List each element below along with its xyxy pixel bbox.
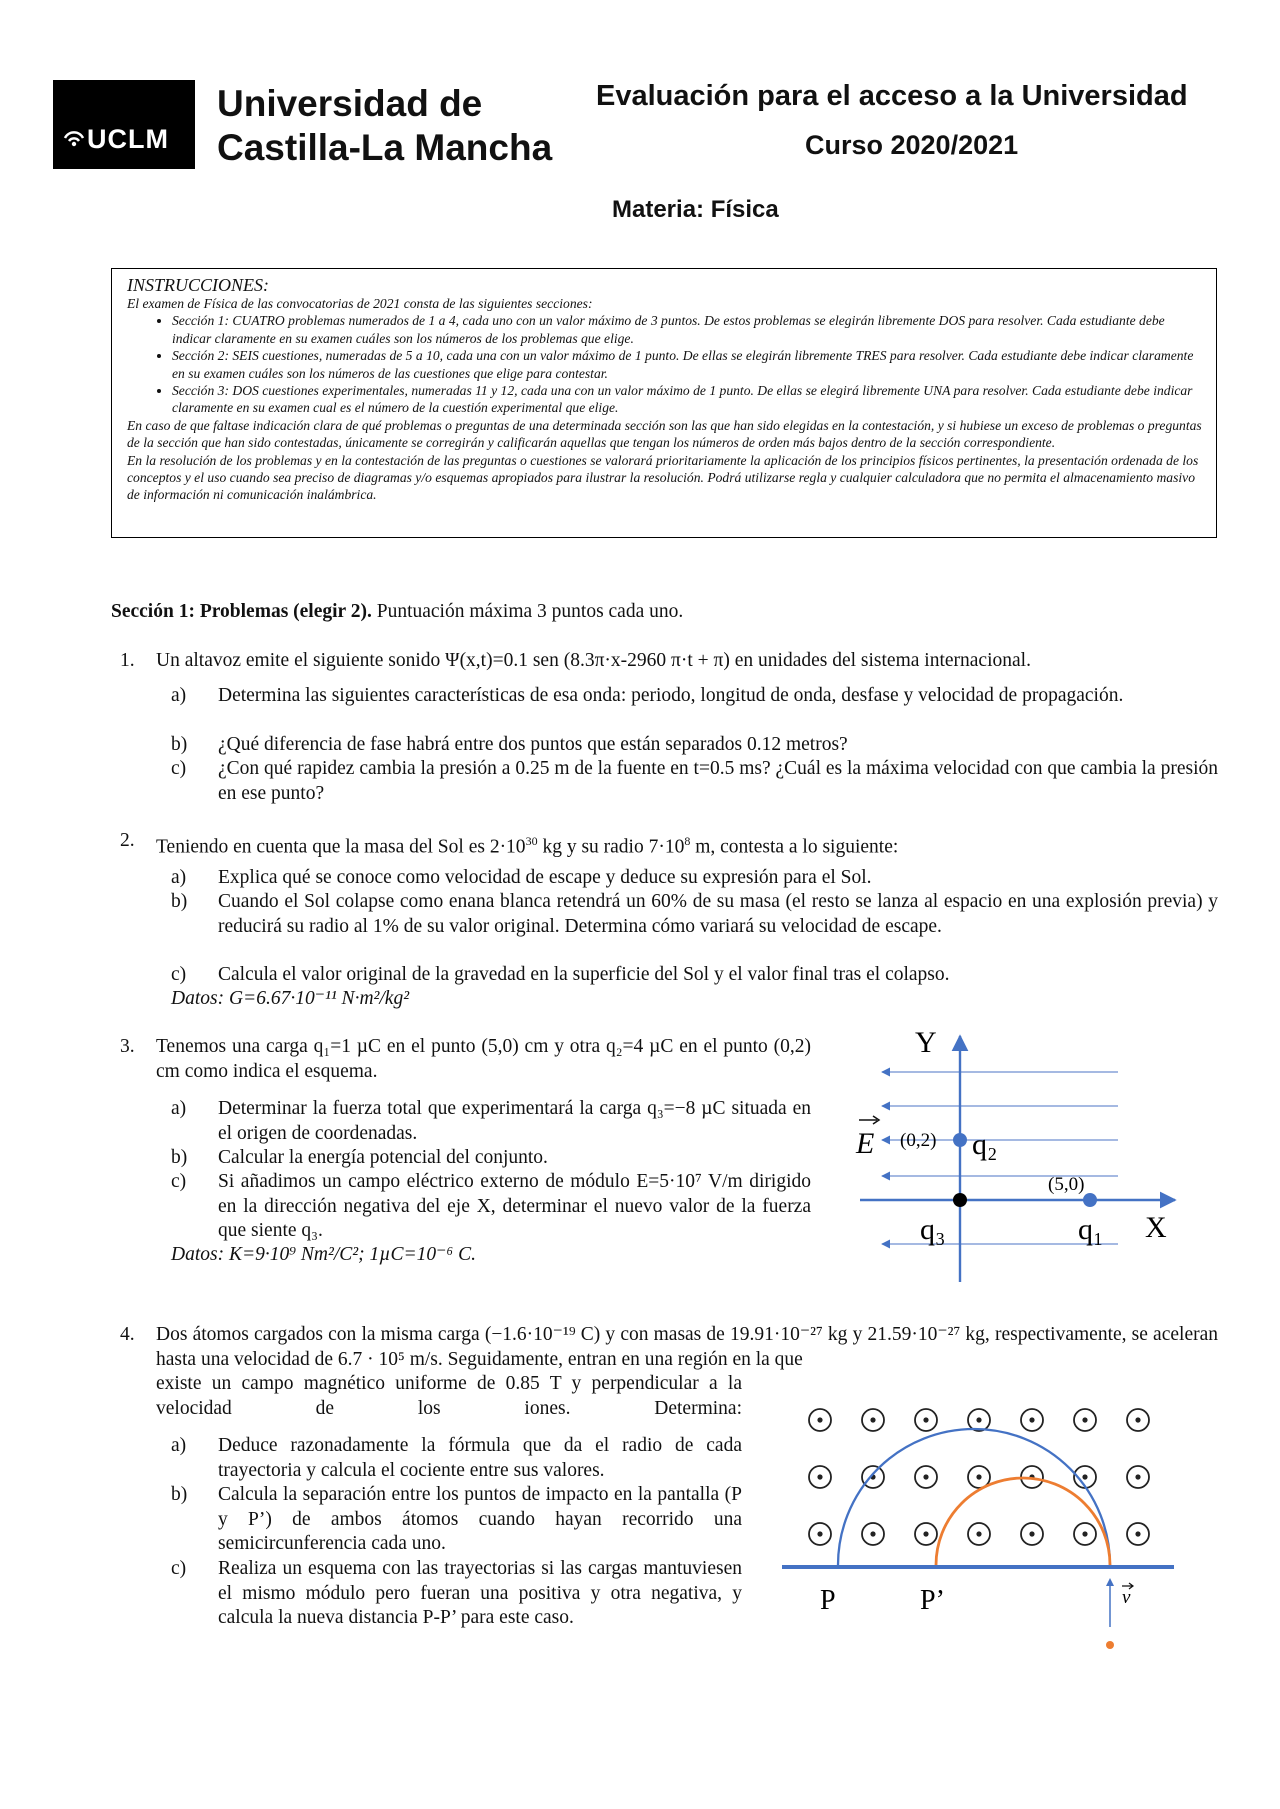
q2-point-label: (0,2): [900, 1130, 937, 1151]
field-out-dot: [923, 1531, 928, 1536]
item-label: b): [171, 1484, 188, 1505]
field-out-dot: [1082, 1474, 1087, 1479]
velocity-arrowhead: [1106, 1578, 1114, 1586]
problem-1-text: Un altavoz emite el siguiente sonido Ψ(x,t)=0.1 sen (8.3π·x-2960 π·t + π) en unidades del sistema internacional.: [156, 650, 1031, 671]
problem-1-c: ¿Con qué rapidez cambia la presión a 0.25 m de la fuente en t=0.5 ms? ¿Cuál es la máxima velocidad con que cambia la presión en ese punto?: [218, 758, 1218, 804]
field-out-dot: [817, 1474, 822, 1479]
evaluation-title: Evaluación para el acceso a la Universidad: [596, 80, 1188, 112]
field-out-dot: [1029, 1417, 1034, 1422]
item-label: a): [171, 685, 187, 706]
field-out-dot: [1135, 1531, 1140, 1536]
velocity-label: v: [1122, 1587, 1131, 1608]
university-name: Universidad de Castilla-La Mancha: [217, 83, 553, 168]
problem-4-b: Calcula la separación entre los puntos de impacto en la pantalla (P y P’) de ambos átomos cuando hayan recorrido una semicircunferencia cada uno.: [218, 1484, 742, 1554]
field-out-dot: [923, 1417, 928, 1422]
problem-4-text-1: Dos átomos cargados con la misma carga (−1.6·10⁻¹⁹ C) y con masas de 19.91·10⁻²⁷ kg y 21.59·10⁻²⁷ kg, respectivamente, se aceleran hasta una velocidad de 6.7 · 10⁵ m/s. Seguidamente, entran en una región en la que: [156, 1324, 1218, 1370]
problem-1-b: ¿Qué diferencia de fase habrá entre dos puntos que están separados 0.12 metros?: [218, 734, 848, 755]
problem-2-b: Cuando el Sol colapse como enana blanca retendrá un 60% de su masa (el resto se lanza al espacio en una explosión previa) y reducirá su radio al 1% de su valor original. Determina cómo variará su velocidad de escape.: [218, 891, 1218, 937]
logo-text: UCLM: [87, 124, 169, 154]
point-p-label: P: [820, 1585, 836, 1616]
field-out-dot: [1135, 1417, 1140, 1422]
item-label: b): [171, 891, 188, 912]
item-label: a): [171, 1098, 187, 1119]
electric-field-diagram: [850, 1020, 1190, 1290]
problem-number: 2.: [120, 830, 135, 851]
field-out-dot: [817, 1531, 822, 1536]
y-axis-label: Y: [915, 1026, 937, 1059]
field-out-dot: [817, 1417, 822, 1422]
uclm-logo: [53, 80, 195, 169]
e-field-label: E: [856, 1127, 875, 1160]
problem-2-c: Calcula el valor original de la gravedad en la superficie del Sol y el valor final tras el colapso.: [218, 964, 950, 985]
field-out-dot: [870, 1417, 875, 1422]
field-out-dot: [1135, 1474, 1140, 1479]
instructions-paragraph: En caso de que faltase indicación clara de qué problemas o preguntas de una determinada sección son las que han sido elegidas en la contestación, y si hubiese un exceso de problemas o preguntas de la sección que han sido contestadas, únicamente se corregirán y calificarán aquellas que tengan los números de orden más bajos dentro de la sección correspondiente.: [127, 417, 1202, 451]
q1-label: q₁: [1078, 1213, 1104, 1246]
problem-3-c: Si añadimos un campo eléctrico externo de módulo E=5·10⁷ V/m dirigido en la dirección negativa del eje X, determinar el nuevo valor de la fuerza que siente q₃.: [218, 1171, 811, 1241]
e-vector-arrow: [859, 1116, 879, 1124]
item-label: c): [171, 964, 187, 985]
problem-3-b: Calcular la energía potencial del conjunto.: [218, 1147, 548, 1168]
instructions-paragraph: En la resolución de los problemas y en la contestación de las preguntas o cuestiones se valorará prioritariamente la aplicación de los principios físicos pertinentes, la presentación ordenada de los conceptos y el uso cuando sea preciso de diagramas y/o esquemas apropiados para ilustrar la resolución. Podrá utilizarse regla y cualquier calculadora que no permita el almacenamiento masivo de información ni comunicación inalámbrica.: [127, 452, 1199, 503]
q1-point-label: (5,0): [1048, 1174, 1085, 1195]
q3-label: q₃: [920, 1213, 946, 1246]
field-out-dot: [1082, 1531, 1087, 1536]
item-label: c): [171, 1171, 187, 1192]
point-pp-label: P’: [920, 1585, 945, 1616]
ion-source-dot: [1106, 1641, 1114, 1649]
list-item: • Sección 2: SEIS cuestiones, numeradas de 5 a 10, cada una con un valor máximo de 1 punto. De ellas se elegirán libremente TRES para resolver. Cada estudiante debe indicar claramente en su examen cuáles son los números de las cuestiones que elige para contestar.: [172, 347, 1202, 382]
field-out-dot: [976, 1531, 981, 1536]
item-label: c): [171, 1558, 187, 1579]
instructions-box: [111, 268, 1217, 538]
subject-label: Materia: Física: [612, 196, 779, 223]
problem-1-a: Determina las siguientes características de esa onda: periodo, longitud de onda, desfase y velocidad de propagación.: [218, 685, 1124, 706]
problem-3-data: Datos: K=9·10⁹ Nm²/C²; 1µC=10⁻⁶ C.: [171, 1244, 476, 1265]
trajectory-small: [936, 1478, 1110, 1565]
item-label: b): [171, 1147, 188, 1168]
field-out-dot: [1029, 1531, 1034, 1536]
q3-charge: [953, 1193, 967, 1207]
section-heading: Sección 1: Problemas (elegir 2). Puntuación máxima 3 puntos cada uno.: [111, 601, 684, 622]
problem-2-a: Explica qué se conoce como velocidad de escape y deduce su expresión para el Sol.: [218, 867, 872, 888]
problem-4-a: Deduce razonadamente la fórmula que da el radio de cada trayectoria y calcula el cociente entre sus valores.: [218, 1435, 742, 1481]
course-label: Curso 2020/2021: [805, 130, 1019, 160]
q2-charge: [953, 1133, 967, 1147]
item-label: a): [171, 1435, 187, 1456]
instructions-heading: INSTRUCCIONES:: [127, 275, 270, 295]
field-out-dot: [976, 1474, 981, 1479]
problem-3-a: Determinar la fuerza total que experimentará la carga q₃=−8 µC situada en el origen de coordenadas.: [218, 1098, 811, 1144]
problem-2-data: Datos: G=6.67·10⁻¹¹ N·m²/kg²: [171, 988, 410, 1009]
problem-number: 3.: [120, 1036, 135, 1057]
problem-2-text: Teniendo en cuenta que la masa del Sol es $2\cdot 10^{30}$ kg y su radio $7\cdot 10^8$ m, contesta a lo siguiente:: [156, 834, 899, 858]
item-label: c): [171, 758, 187, 779]
field-out-dot: [1082, 1417, 1087, 1422]
problem-4-c: Realiza un esquema con las trayectorias si las cargas mantuviesen el mismo módulo pero fueran una positiva y otra negativa, y calcula la nueva distancia P-P’ para este caso.: [218, 1558, 742, 1628]
x-axis-label: X: [1145, 1211, 1167, 1244]
item-label: b): [171, 734, 188, 755]
wifi-icon: [63, 124, 85, 155]
item-label: a): [171, 867, 187, 888]
problem-number: 4.: [120, 1324, 135, 1345]
q1-charge: [1083, 1193, 1097, 1207]
field-out-dot: [923, 1474, 928, 1479]
list-item: • Sección 1: CUATRO problemas numerados de 1 a 4, cada uno con un valor máximo de 3 puntos. De estos problemas se elegirán libremente DOS para resolver. Cada estudiante debe indicar claramente en su examen cuáles son los números de los problemas que elige.: [172, 312, 1202, 347]
problem-3-text: Tenemos una carga q₁=1 µC en el punto (5,0) cm y otra q₂=4 µC en el punto (0,2) cm como indica el esquema.: [156, 1036, 811, 1082]
instructions-intro: El examen de Física de las convocatorias de 2021 consta de las siguientes secciones:: [127, 296, 593, 311]
problem-number: 1.: [120, 650, 135, 671]
field-out-dot: [976, 1417, 981, 1422]
list-item: • Sección 3: DOS cuestiones experimentales, numeradas 11 y 12, cada una con un valor máximo de 1 punto. De ellas se elegirá libremente UNA para resolver. Cada estudiante debe indicar claramente en su examen cual es el número de la cuestión experimental que elige.: [172, 382, 1202, 417]
magnetic-field-diagram: [770, 1395, 1190, 1655]
problem-4-text-2: existe un campo magnético uniforme de 0.85 T y perpendicular a la velocidad de los iones. Determina:: [156, 1373, 742, 1419]
instructions-list: [127, 312, 1202, 416]
field-out-dot: [870, 1531, 875, 1536]
q2-label: q₂: [972, 1128, 998, 1161]
